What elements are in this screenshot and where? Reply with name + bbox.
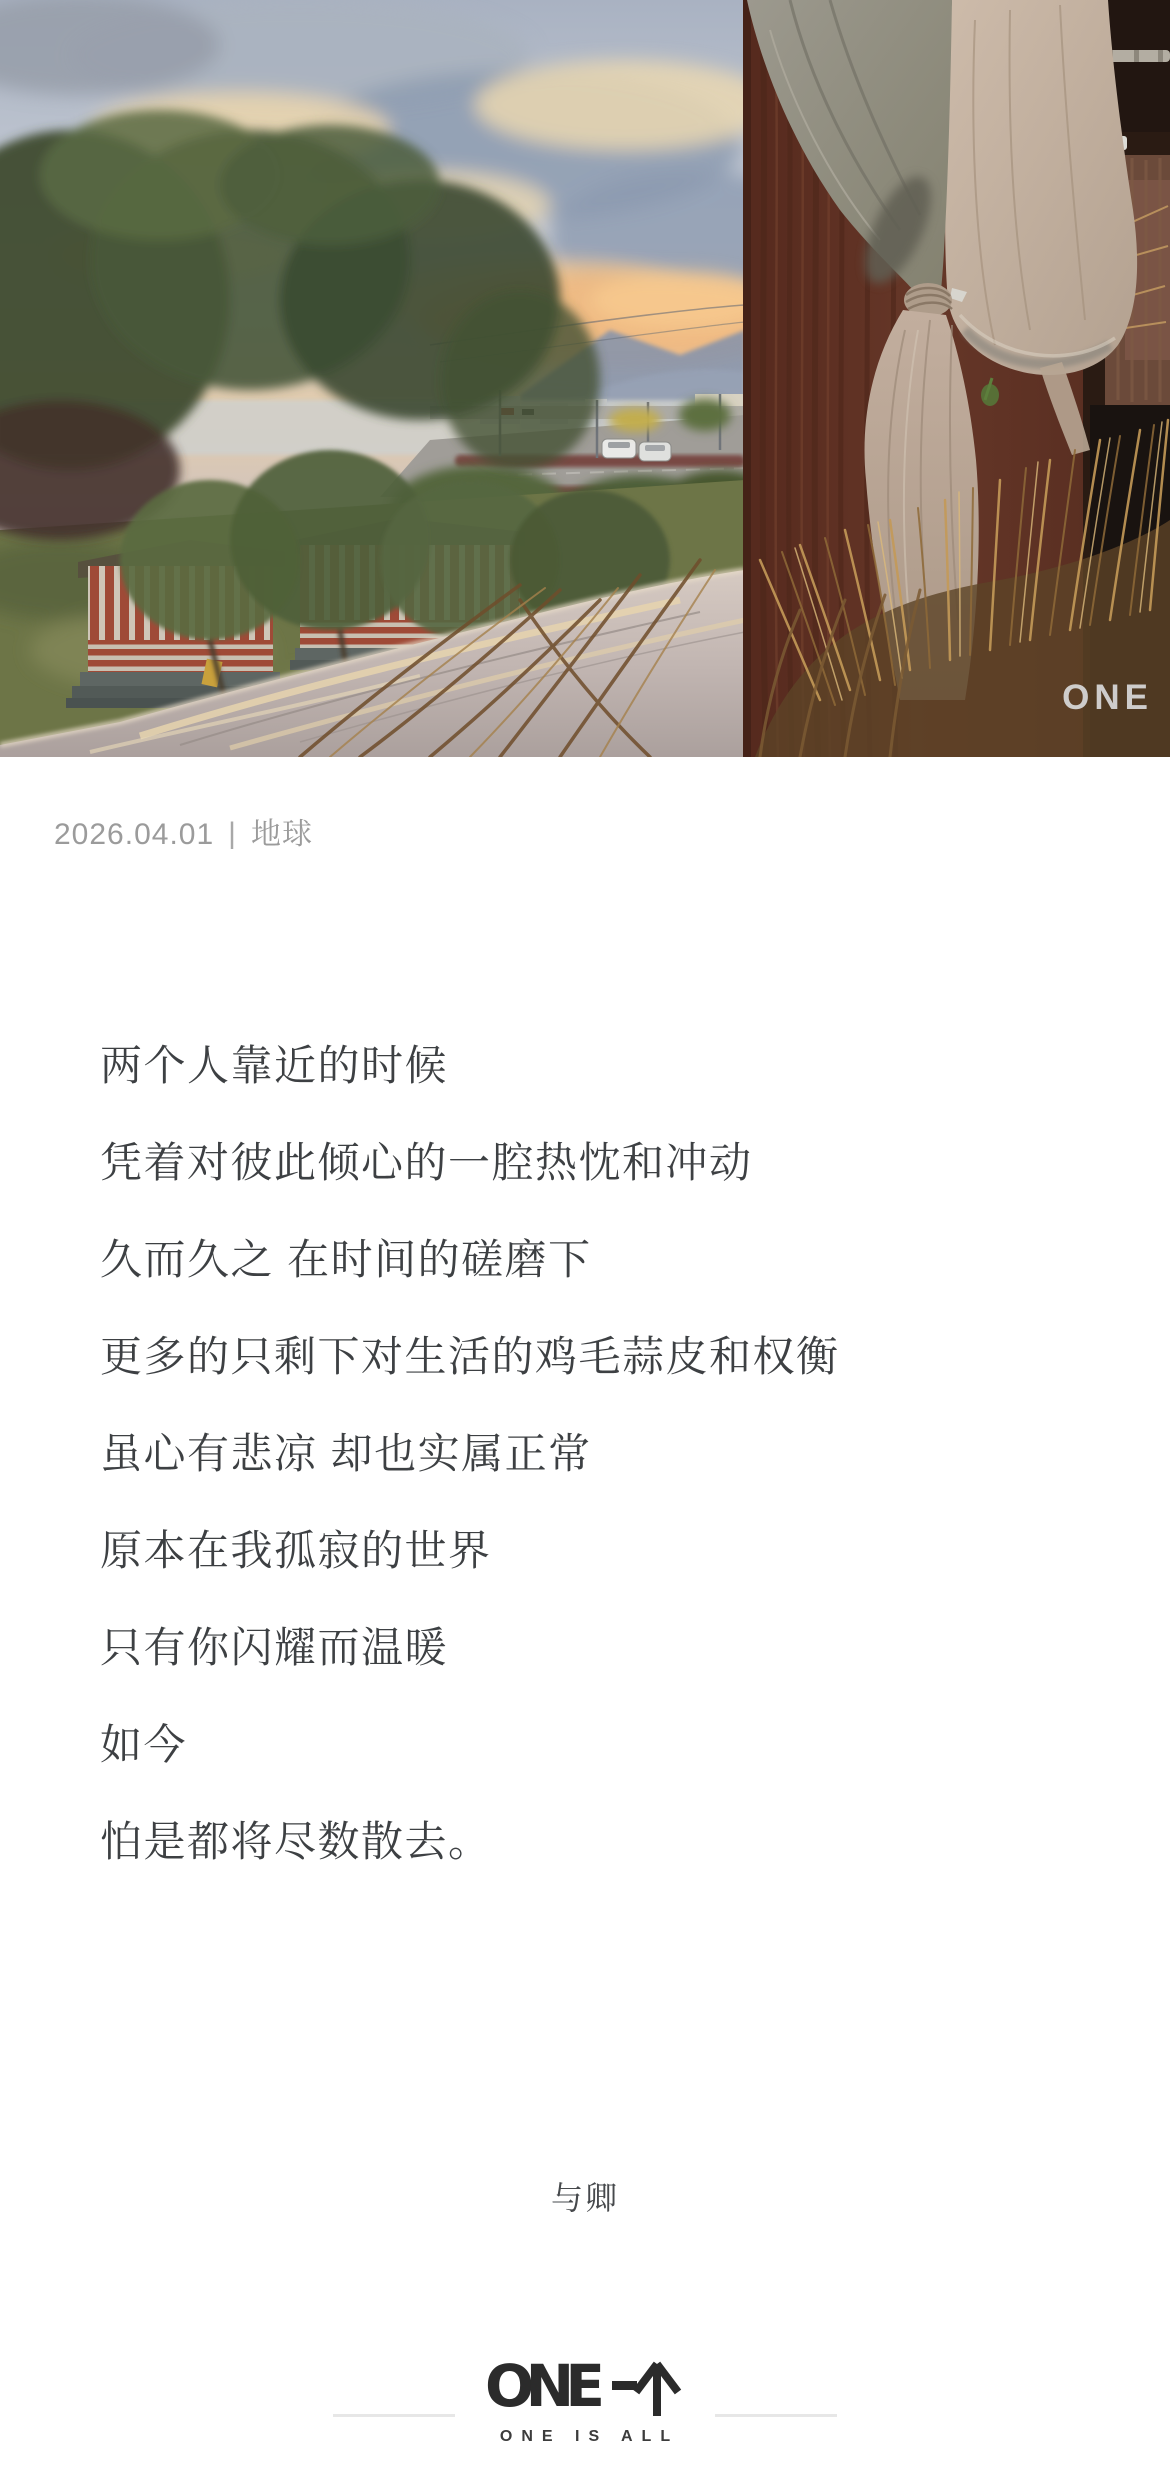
one-logo-block: [485, 2354, 685, 2446]
poem-line: 凭着对彼此倾心的一腔热忱和冲动: [100, 1139, 753, 1186]
date-text: 2026.04.01: [54, 818, 215, 851]
poem-line: 只有你闪耀而温暖: [100, 1624, 449, 1671]
poem: [100, 1042, 840, 1918]
author-signature: 与卿: [550, 2180, 619, 2216]
logo-dash: [612, 2381, 637, 2390]
logo-ge-glyph: [636, 2364, 678, 2416]
poem-line: 更多的只剩下对生活的鸡毛蒜皮和权衡: [100, 1333, 840, 1380]
poem-line: 原本在我孤寂的世界: [100, 1527, 492, 1574]
poem-line: 久而久之 在时间的磋磨下: [100, 1236, 592, 1283]
poem-line: 虽心有悲凉 却也实属正常: [100, 1430, 592, 1477]
logo-latin-text: ONE: [485, 2354, 605, 2420]
date-location-row: [54, 818, 313, 851]
location-text: 地球: [250, 818, 313, 851]
logo-tagline: ONE IS ALL: [499, 2428, 680, 2445]
one-logo: [485, 2354, 685, 2422]
footer: [0, 2354, 1170, 2446]
date-divider: |: [228, 817, 237, 850]
poem-line: 怕是都将尽数散去。: [100, 1818, 492, 1865]
poem-line: 如今: [100, 1721, 188, 1768]
footer-rule-right: [715, 2414, 837, 2417]
footer-rule-left: [333, 2414, 455, 2417]
hero-photo[interactable]: [0, 0, 1170, 757]
hero-photo-illustration: [0, 0, 1170, 757]
photo-watermark: ONE: [1062, 678, 1153, 717]
poem-line: 两个人靠近的时候: [100, 1042, 449, 1089]
